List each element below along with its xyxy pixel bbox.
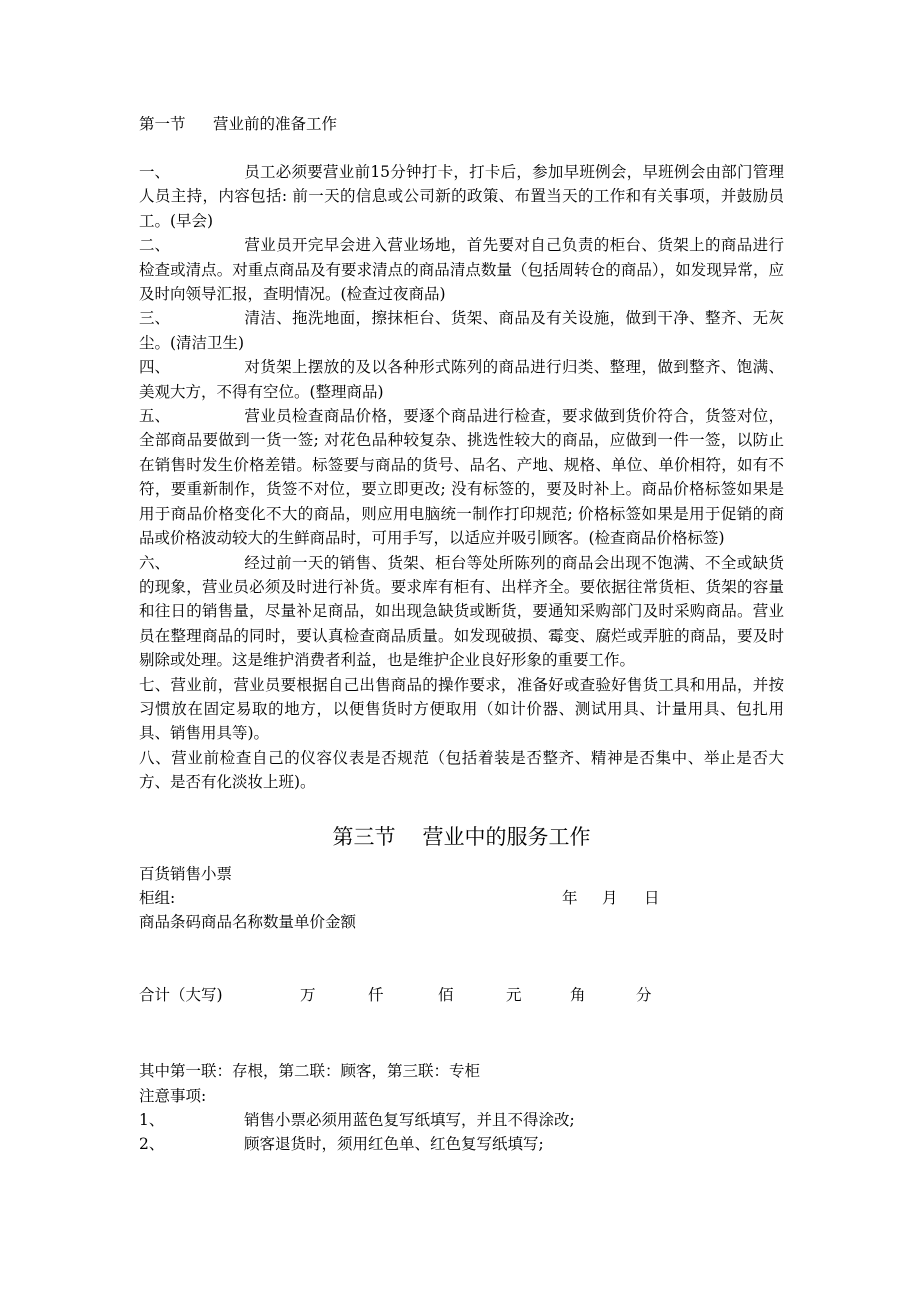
section-1-item [139,160,784,233]
receipt-title: 百货销售小票 [139,864,233,883]
section-1-heading [139,112,784,136]
item-text: 经过前一天的销售、货架、柜台等处所陈列的商品会出现不饱满、不全或缺货的现象，营业员必须及时进行补货。要求库有柜有、出样齐全。要依据往常货柜、货架的容量和往日的销售量，尽量补足商品，如出现急缺货或断货，要通知采购部门及时采购商品。营业员在整理商品的同时，要认真检查商品质量。如发现破损、霉变、腐烂或弄脏的商品，要及时剔除或处理。这是维护消费者利益，也是维护企业良好形象的重要工作。 [139,553,784,670]
section-1-title: 营业前的准备工作 [213,115,338,133]
section-3-heading [139,822,784,852]
receipt-note [139,1108,784,1132]
section-1-items [139,160,784,795]
note-text: 顾客退货时，须用红色单、红色复写纸填写; [244,1135,544,1154]
unit-jiao: 角 [570,985,586,1004]
note-lead: 1、 [139,1110,165,1129]
section-3-number: 第三节 [332,824,396,849]
section-1-item [139,746,784,795]
date-month: 月 [602,888,618,907]
section-3-title: 营业中的服务工作 [422,824,591,849]
date-day: 日 [644,888,660,907]
unit-wan: 万 [300,985,316,1004]
item-text: 营业前，营业员要根据自己出售商品的操作要求，准备好或查验好售货工具和用品，并按习惯放在固定易取的地方，以便售货时方便取用（如计价器、测试用具、计量用具、包扎用具、销售用具等)。 [139,675,784,743]
section-1-number: 第一节 [139,115,186,133]
receipt-notes-heading: 注意事项: [139,1086,207,1105]
note-lead: 2、 [139,1135,165,1154]
section-1-item [139,233,784,306]
unit-bai: 佰 [438,985,454,1004]
receipt-counter-row [139,886,784,910]
item-lead: 二、 [139,236,171,255]
receipt-date [562,886,660,910]
receipt-columns: 商品条码商品名称数量单价金额 [139,913,357,932]
receipt-note [139,1132,784,1156]
section-1-item [139,551,784,673]
section-1-item [139,673,784,746]
item-text: 营业前检查自己的仪容仪表是否规范（包括着装是否整齐、精神是否集中、举止是否大方、是否有化淡妆上班)。 [139,748,784,792]
item-text: 营业员开完早会进入营业场地，首先要对自己负责的柜台、货架上的商品进行检查或清点。对重点商品及有要求清点的商品清点数量（包括周转仓的商品），如发现异常，应及时向领导汇报，查明情况。(检查过夜商品) [139,236,784,304]
note-text: 销售小票必须用蓝色复写纸填写，并且不得涂改; [244,1110,575,1129]
section-1-item [139,355,784,404]
item-lead: 四、 [139,358,171,377]
item-text: 员工必须要营业前15分钟打卡，打卡后，参加早班例会，早班例会由部门管理人员主持，内容包括: 前一天的信息或公司新的政策、布置当天的工作和有关事项，并鼓励员工。(早会) [139,163,784,230]
item-lead: 七、 [139,675,171,694]
receipt-copies-note: 其中第一联：存根，第二联：顾客，第三联：专柜 [139,1062,481,1081]
item-lead: 五、 [139,407,171,426]
receipt-total-row [139,983,784,1007]
unit-fen: 分 [636,985,652,1004]
unit-yuan: 元 [506,985,522,1004]
document-page [139,112,784,1157]
receipt-total-label: 合计（大写) [139,985,223,1004]
item-lead: 八、 [139,748,172,767]
item-text: 营业员检查商品价格，要逐个商品进行检查，要求做到货价符合，货签对位，全部商品要做到一货一签; 对花色品种较复杂、挑选性较大的商品，应做到一件一签，以防止在销售时发生价格差错。标签要与商品的货号、品名、产地、规格、单位、单价相符，如有不符，要重新制作，货签不对位，要立即更改; 没有标签的，要及时补上。商品价格标签如果是用于商品价格变化不大的商品，则应用电脑统一制作打印规范; 价格标签如果是用于促销的商品或价格波动较大的生鲜商品时，可用手写，以适应并吸引顾客。(检查商品价格标签) [139,407,784,548]
item-text: 对货架上摆放的及以各种形式陈列的商品进行归类、整理，做到整齐、饱满、美观大方，不得有空位。(整理商品) [139,358,784,401]
item-lead: 三、 [139,309,171,328]
date-year: 年 [562,888,578,907]
receipt-counter-label: 柜组: [139,888,176,907]
item-text: 清洁、拖洗地面，擦抹柜台、货架、商品及有关设施，做到干净、整齐、无灰尘。(清洁卫生) [139,309,784,352]
unit-qian: 仟 [368,985,384,1004]
item-lead: 一、 [139,163,171,181]
section-1-item [139,306,784,355]
section-1-item [139,404,784,550]
item-lead: 六、 [139,553,171,572]
